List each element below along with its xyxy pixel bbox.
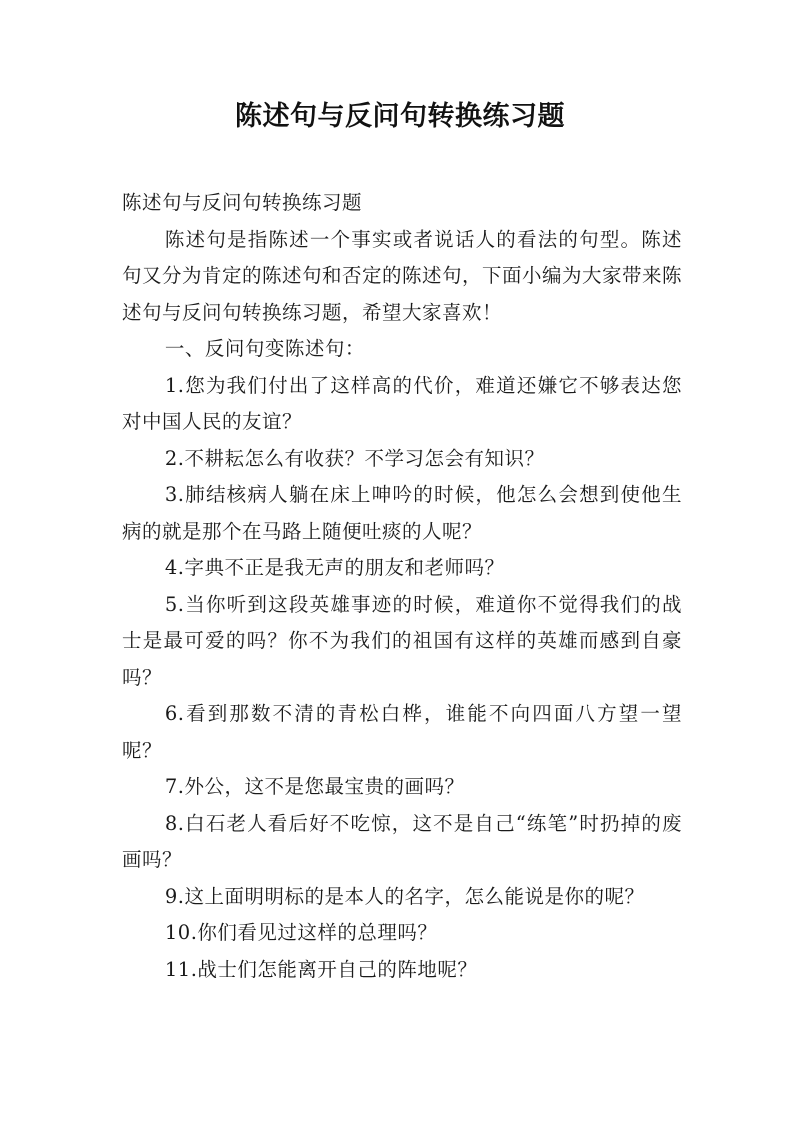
document-body xyxy=(122,185,682,988)
exercise-item-7: 7.外公，这不是您最宝贵的画吗？ xyxy=(164,775,465,798)
exercise-item-8: 8.白石老人看后好不吃惊，这不是自己“练笔”时扔掉的废画吗？ xyxy=(122,811,682,871)
exercise-item-9: 9.这上面明明标的是本人的名字，怎么能说是你的呢？ xyxy=(164,884,645,908)
exercise-item-11: 11.战士们怎能离开自己的阵地呢？ xyxy=(164,957,478,981)
exercise-item-3: 3.肺结核病人躺在床上呻吟的时候，他怎么会想到使他生病的就是那个在马路上随便吐痰的人呢？ xyxy=(122,483,682,543)
exercise-item-5: 5.当你听到这段英雄事迹的时候，难道你不觉得我们的战士是最可爱的吗？你不为我们的祖国有这样的英雄而感到自豪吗？ xyxy=(122,592,682,689)
exercise-item-2: 2.不耕耘怎么有收获？不学习怎会有知识？ xyxy=(164,446,545,470)
exercise-item-1: 1.您为我们付出了这样高的代价，难道还嫌它不够表达您对中国人民的友谊？ xyxy=(122,373,682,433)
subtitle-line: 陈述句与反问句转换练习题 xyxy=(122,191,363,214)
exercise-item-10: 10.你们看见过这样的总理吗？ xyxy=(164,921,438,944)
page-title: 陈述句与反问句转换练习题 xyxy=(235,101,565,132)
section-heading: 一、反问句变陈述句： xyxy=(164,337,365,360)
exercise-item-6: 6.看到那数不清的青松白桦，谁能不向四面八方望一望呢？ xyxy=(122,702,682,762)
exercise-item-4: 4.字典不正是我无声的朋友和老师吗？ xyxy=(164,556,505,579)
intro-paragraph: 陈述句是指陈述一个事实或者说话人的看法的句型。陈述句又分为肯定的陈述句和否定的陈述句，下面小编为大家带来陈述句与反问句转换练习题，希望大家喜欢！ xyxy=(122,227,683,324)
